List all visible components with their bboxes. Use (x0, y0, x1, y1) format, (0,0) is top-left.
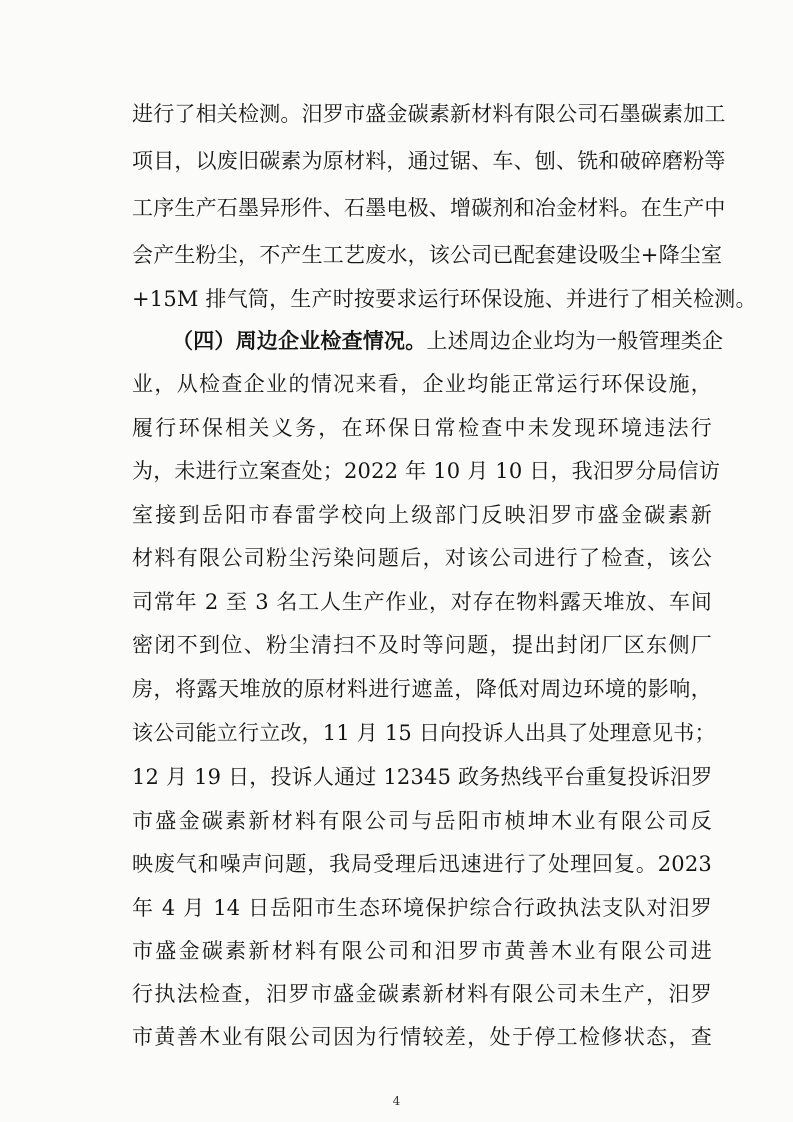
body-text-line: 行执法检查，汨罗市盛金碳素新材料有限公司未生产，汨罗 (132, 982, 712, 1006)
body-text-line: 项目，以废旧碳素为原材料，通过锯、车、刨、铣和破碎磨粉等 (132, 149, 726, 173)
body-text-line: 市盛金碳素新材料有限公司与岳阳市桢坤木业有限公司反 (132, 809, 712, 833)
section-heading: （四）周边企业检查情况。 (172, 328, 427, 353)
body-text-line: 进行了相关检测。汨罗市盛金碳素新材料有限公司石墨碳素加工 (132, 102, 726, 126)
body-text-line: 司常年 2 至 3 名工人生产作业，对存在物料露天堆放、车间 (132, 590, 712, 614)
body-text-line: 映废气和噪声问题，我局受理后迅速进行了处理回复。2023 (132, 852, 712, 876)
body-text-line: 房，将露天堆放的原材料进行遮盖，降低对周边环境的影响， (132, 677, 712, 701)
body-text-line: 12 月 19 日，投诉人通过 12345 政务热线平台重复投诉汨罗 (132, 765, 713, 789)
body-text-line: 市盛金碳素新材料有限公司和汨罗市黄善木业有限公司进 (132, 939, 712, 963)
body-text-line: 年 4 月 14 日岳阳市生态环境保护综合行政执法支队对汨罗 (132, 896, 712, 920)
body-text-line: 该公司能立行立改，11 月 15 日向投诉人出具了处理意见书； (132, 721, 716, 745)
body-text-line: 会产生粉尘，不产生工艺废水，该公司已配套建设吸尘+降尘室 (132, 243, 723, 267)
body-text-line: 业，从检查企业的情况来看，企业均能正常运行环保设施， (132, 372, 712, 396)
section-heading-continuation: 上述周边企业均为一般管理类企 (426, 329, 724, 353)
body-text-line: 材料有限公司粉尘污染问题后，对该公司进行了检查，该公 (132, 546, 712, 570)
page-number: 4 (392, 1094, 401, 1108)
body-text-line: 市黄善木业有限公司因为行情较差，处于停工检修状态，查 (132, 1025, 712, 1049)
section-heading-line (172, 326, 724, 356)
body-text-line: 工序生产石墨异形件、石墨电极、增碳剂和冶金材料。在生产中 (132, 196, 726, 220)
body-text-line: 为，未进行立案查处；2022 年 10 月 10 日，我汨罗分局信访 (132, 459, 721, 483)
body-text-line: 履行环保相关义务，在环保日常检查中未发现环境违法行 (132, 416, 712, 440)
body-text-line: +15M 排气筒，生产时按要求运行环保设施、并进行了相关检测。 (132, 287, 757, 311)
body-text-line: 密闭不到位、粉尘清扫不及时等问题，提出封闭厂区东侧厂 (132, 633, 712, 657)
body-text-line: 室接到岳阳市春雷学校向上级部门反映汨罗市盛金碳素新 (132, 503, 712, 527)
